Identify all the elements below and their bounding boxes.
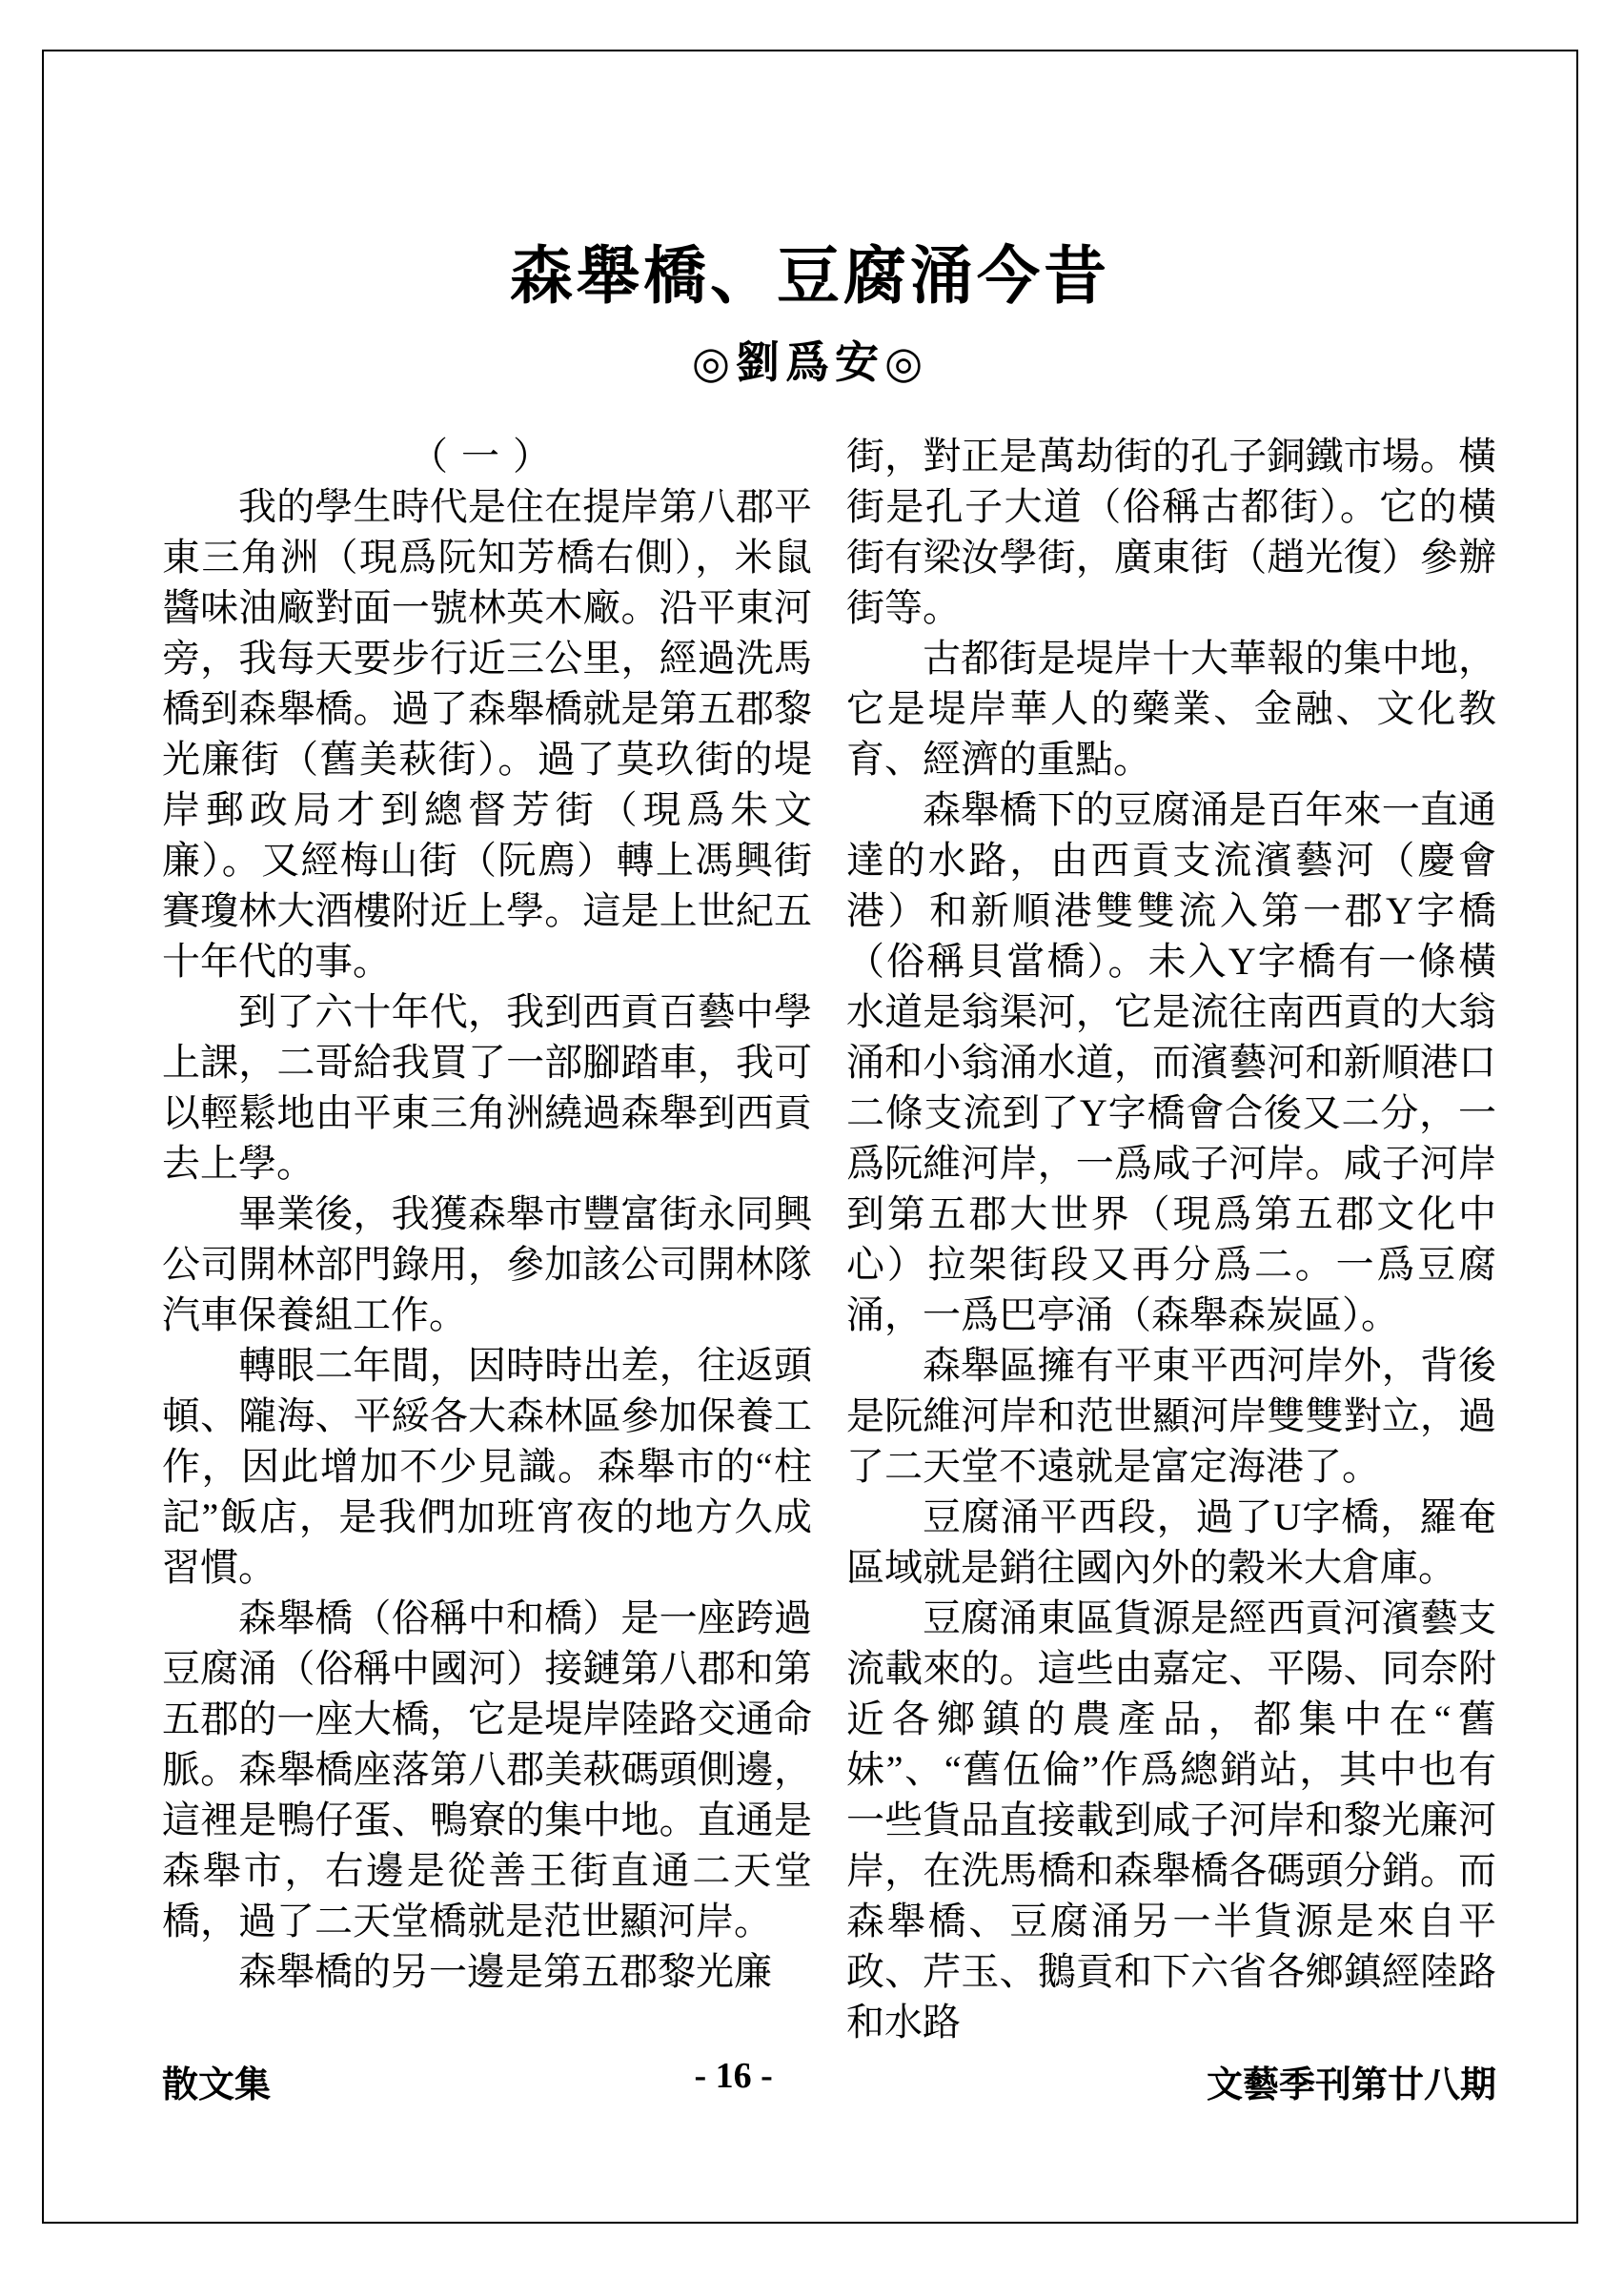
paragraph: 森舉橋（俗稱中和橋）是一座跨過豆腐涌（俗稱中國河）接鏈第八郡和第五郡的一座大橋，它是堤岸陸路交通命脈。森舉橋座落第八郡美萩碼頭側邊，這裡是鴨仔蛋、鴨寮的集中地。直通是森舉市，右邊是從善王街直通二天堂橋，過了二天堂橋就是范世顯河岸。	[162, 1596, 812, 1942]
paragraph: 畢業後，我獲森舉市豐富街永同興公司開林部門錄用，參加該公司開林隊汽車保養組工作。	[162, 1192, 812, 1336]
paragraph: 森舉區擁有平東平西河岸外，背後是阮維河岸和范世顯河岸雙雙對立，過了二天堂不遠就是富定海港了。	[846, 1344, 1496, 1488]
footer-book-title: 散文集	[162, 2065, 272, 2105]
paragraph: 我的學生時代是住在提岸第八郡平東三角洲（現爲阮知芳橋右側），米鼠醬味油廠對面一號林英木廠。沿平東河旁，我每天要步行近三公里，經過洗馬橋到森舉橋。過了森舉橋就是第五郡黎光廉街（舊美萩街）。過了莫玖街的堤岸郵政局才到總督芳街（現爲朱文廉）。又經梅山街（阮廌）轉上馮興街賽瓊林大酒樓附近上學。這是上世紀五十年代的事。	[162, 485, 812, 983]
left-column	[162, 431, 812, 1997]
article-author: ◎劉爲安◎	[691, 338, 929, 387]
footer-journal-issue: 文藝季刊第廿八期	[1206, 2065, 1496, 2105]
paragraph: 古都街是堤岸十大華報的集中地，它是堤岸華人的藥業、金融、文化教育、經濟的重點。	[846, 637, 1496, 781]
paragraph-continuation: 街，對正是萬劫街的孔子銅鐵市場。橫街是孔子大道（俗稱古都街）。它的橫街有梁汝學街，廣東街（趙光復）參辦街等。	[846, 435, 1496, 629]
right-column	[846, 431, 1496, 2047]
page-footer	[44, 2055, 1576, 2112]
paragraph: 森舉橋的另一邊是第五郡黎光廉	[238, 1950, 772, 1993]
paragraph: 豆腐涌平西段，過了U字橋，羅奄區域就是銷往國內外的穀米大倉庫。	[846, 1495, 1496, 1589]
paragraph: 豆腐涌東區貨源是經西貢河濱藝支流載來的。這些由嘉定、平陽、同奈附近各鄉鎮的農產品，都集中在“舊妹”、“舊伍倫”作爲總銷站，其中也有一些貨品直接載到咸子河岸和黎光廉河岸，在洗馬橋和森舉橋各碼頭分銷。而森舉橋、豆腐涌另一半貨源是來自平政、芹玉、鵝貢和下六省各鄉鎮經陸路和水路	[846, 1596, 1496, 2043]
footer-page-number: - 16 -	[694, 2056, 773, 2096]
section-heading: （一）	[410, 435, 564, 478]
paragraph: 到了六十年代，我到西貢百藝中學上課，二哥給我買了一部腳踏車，我可以輕鬆地由平東三角洲繞過森舉到西貢去上學。	[162, 990, 812, 1185]
paragraph: 森舉橋下的豆腐涌是百年來一直通達的水路，由西貢支流濱藝河（慶會港）和新順港雙雙流入第一郡Y字橋（俗稱貝當橋）。未入Y字橋有一條橫水道是翁渠河，它是流往南西貢的大翁涌和小翁涌水道，而濱藝河和新順港口二條支流到了Y字橋會合後又二分，一爲阮維河岸，一爲咸子河岸。咸子河岸到第五郡大世界（現爲第五郡文化中心）拉架街段又再分爲二。一爲豆腐涌，一爲巴亭涌（森舉森炭區）。	[846, 788, 1496, 1336]
page-border-frame	[42, 50, 1578, 2224]
article-title: 森舉橋、豆腐涌今昔	[510, 242, 1110, 313]
paragraph: 轉眼二年間，因時時出差，往返頭頓、隴海、平綏各大森林區參加保養工作，因此增加不少見識。森舉市的“柱記”飯店，是我們加班宵夜的地方久成習慣。	[162, 1344, 812, 1589]
